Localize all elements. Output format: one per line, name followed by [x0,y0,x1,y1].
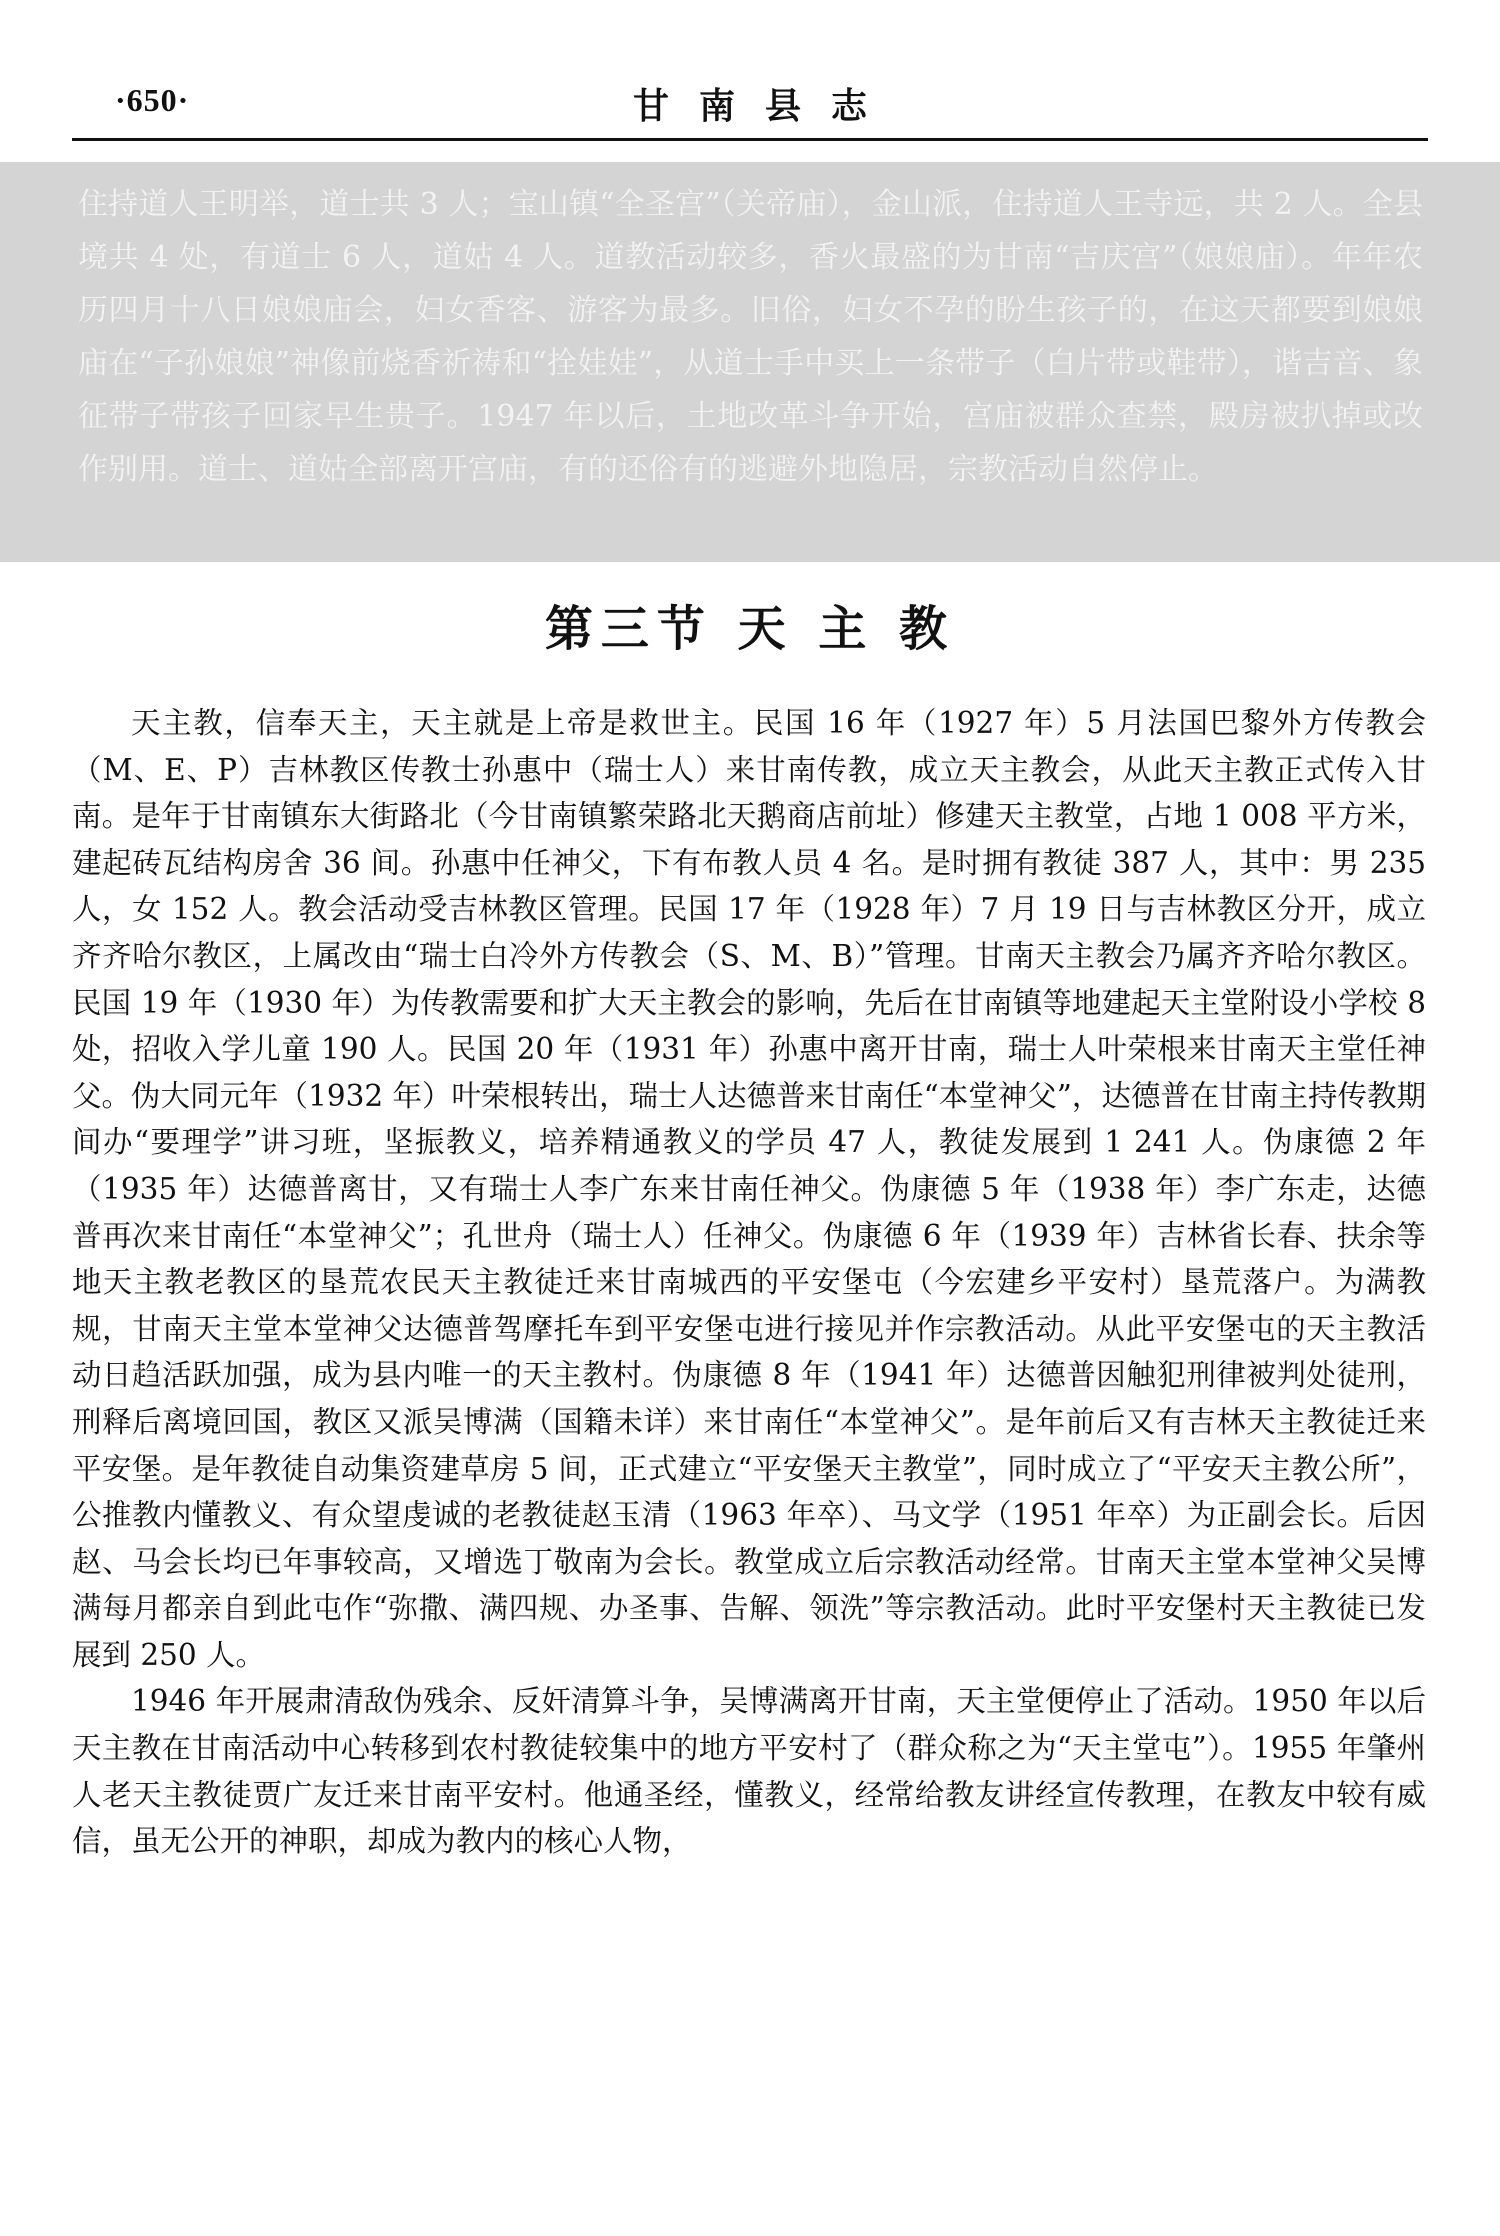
page-number: ·650· [115,82,190,118]
faded-paragraph: 住持道人王明举，道士共 3 人；宝山镇“全圣宫”（关帝庙），金山派，住持道人王寺远，共 2 人。全县境共 4 处，有道士 6 人，道姑 4 人。道教活动较多，香火最盛的为甘南“吉庆宫”（娘娘庙）。年年农历四月十八日娘娘庙会，妇女香客、游客为最多。旧俗，妇女不孕的盼生孩子的，在这天都要到娘娘庙在“子孙娘娘”神像前烧香祈祷和“拴娃娃”，从道士手中买上一条带子（白片带或鞋带），谐吉音、象征带子带孩子回家早生贵子。1947 年以后，土地改革斗争开始，宫庙被群众查禁，殿房被扒掉或改作别用。道士、道姑全部离开宫庙，有的还俗有的逃避外地隐居，宗教活动自然停止。 [78,187,1423,487]
body-text [72,700,1426,1865]
paragraph: 1946 年开展肃清敌伪残余、反奸清算斗争，吴博满离开甘南，天主堂便停止了活动。1950 年以后天主教在甘南活动中心转移到农村教徒较集中的地方平安村了（群众称之为“天主堂屯”）。1955 年肇州人老天主教徒贾广友迁来甘南平安村。他通圣经，懂教义，经常给教友讲经宣传教理，在教友中较有威信，虽无公开的神职，却成为教内的核心人物， [72,1684,1426,1859]
running-header-title: 甘南县志 [632,85,897,127]
header-rule [72,138,1428,141]
paragraph: 天主教，信奉天主，天主就是上帝是救世主。民国 16 年（1927 年）5 月法国巴黎外方传教会（M、E、P）吉林教区传教士孙惠中（瑞士人）来甘南传教，成立天主教会，从此天主教正式传入甘南。是年于甘南镇东大街路北（今甘南镇繁荣路北天鹅商店前址）修建天主教堂，占地 1 008 平方米，建起砖瓦结构房舍 36 间。孙惠中任神父，下有布教人员 4 名。是时拥有教徒 387 人，其中：男 235 人，女 152 人。教会活动受吉林教区管理。民国 17 年（1928 年）7 月 19 日与吉林教区分开，成立齐齐哈尔教区，上属改由“瑞士白冷外方传教会（S、M、B）”管理。甘南天主教会乃属齐齐哈尔教区。民国 19 年（1930 年）为传教需要和扩大天主教会的影响，先后在甘南镇等地建起天主堂附设小学校 8 处，招收入学儿童 190 人。民国 20 年（1931 年）孙惠中离开甘南，瑞士人叶荣根来甘南天主堂任神父。伪大同元年（1932 年）叶荣根转出，瑞士人达德普来甘南任“本堂神父”，达德普在甘南主持传教期间办“要理学”讲习班，坚振教义，培养精通教义的学员 47 人，教徒发展到 1 241 人。伪康德 2 年（1935 年）达德普离甘，又有瑞士人李广东来甘南任神父。伪康德 5 年（1938 年）李广东走，达德普再次来甘南任“本堂神父”；孔世舟（瑞士人）任神父。伪康德 6 年（1939 年）吉林省长春、扶余等地天主教老教区的垦荒农民天主教徒迁来甘南城西的平安堡屯（今宏建乡平安村）垦荒落户。为满教规，甘南天主堂本堂神父达德普驾摩托车到平安堡屯进行接见并作宗教活动。从此平安堡屯的天主教活动日趋活跃加强，成为县内唯一的天主教村。伪康德 8 年（1941 年）达德普因触犯刑律被判处徒刑，刑释后离境回国，教区又派吴博满（国籍未详）来甘南任“本堂神父”。是年前后又有吉林天主教徒迁来平安堡。是年教徒自动集资建草房 5 间，正式建立“平安堡天主教堂”，同时成立了“平安天主教公所”，公推教内懂教义、有众望虔诚的老教徒赵玉清（1963 年卒）、马文学（1951 年卒）为正副会长。后因赵、马会长均已年事较高，又增选丁敬南为会长。教堂成立后宗教活动经常。甘南天主堂本堂神父吴博满每月都亲自到此屯作“弥撒、满四规、办圣事、告解、领洗”等宗教活动。此时平安堡村天主教徒已发展到 250 人。 [72,706,1426,1672]
section-title: 第三节 天 主 教 [544,601,956,657]
